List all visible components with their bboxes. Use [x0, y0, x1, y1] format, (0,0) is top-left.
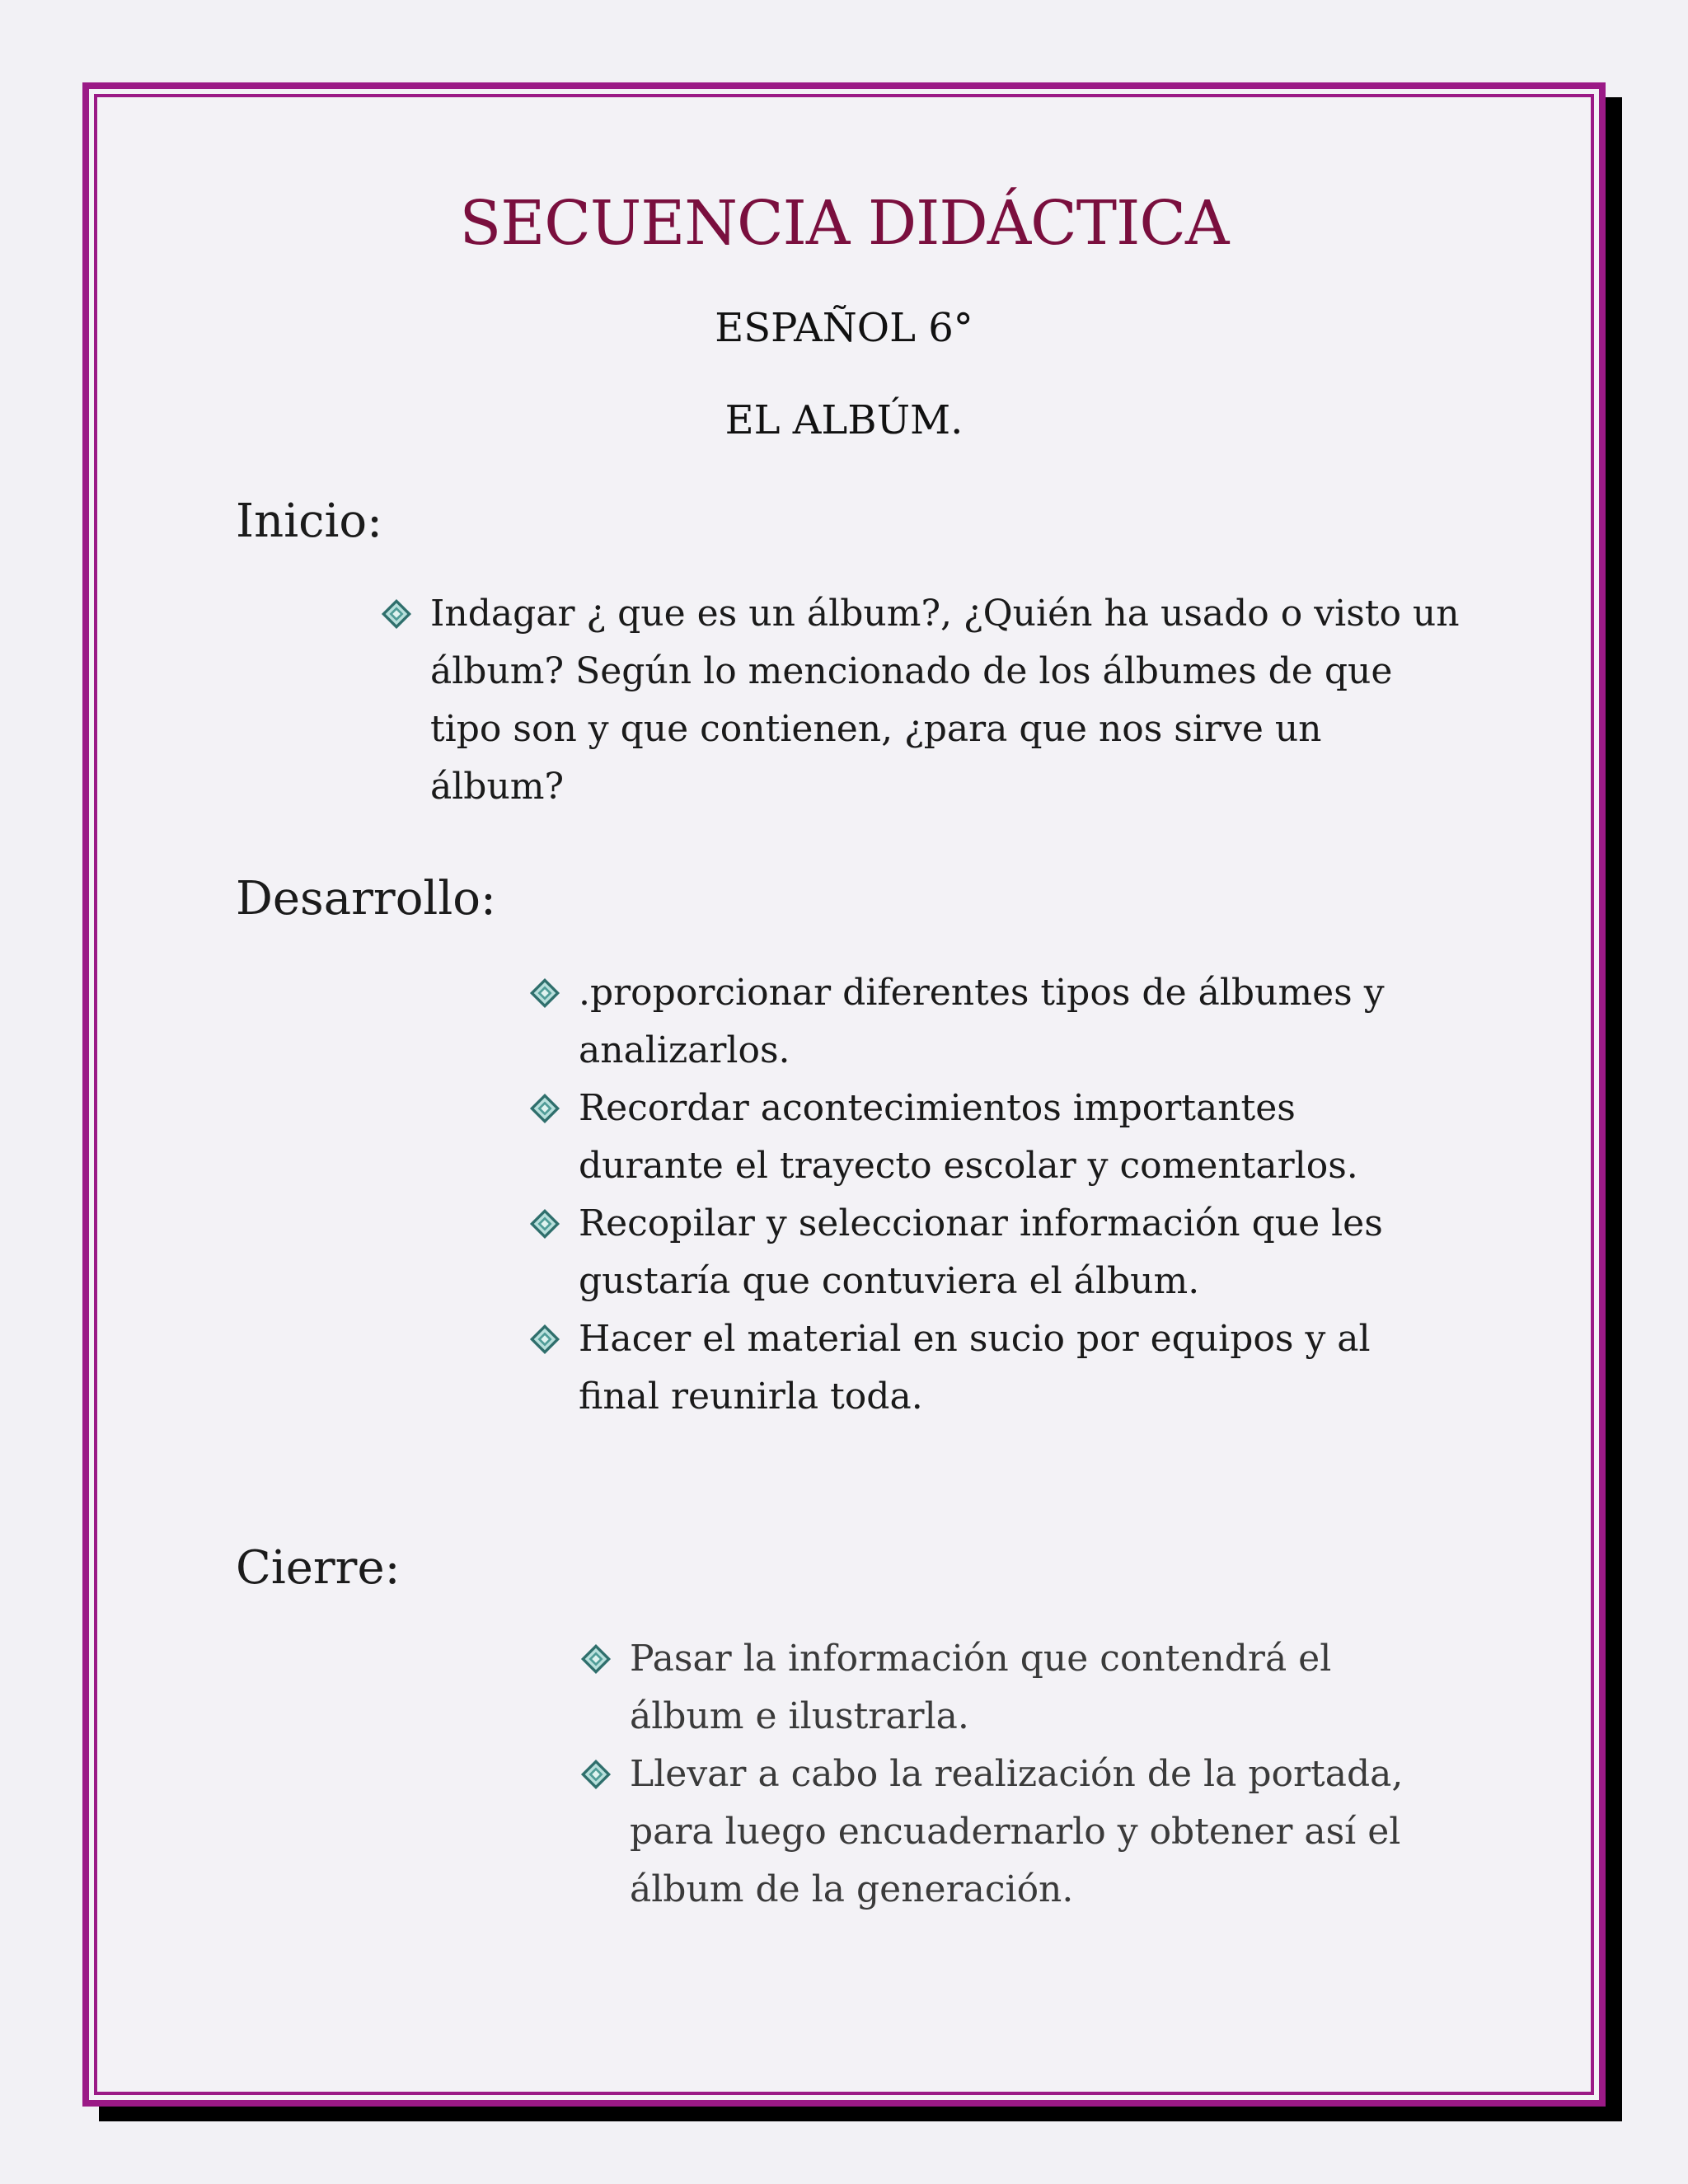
list-item-text: Recopilar y seleccionar información que les gustaría que contuviera el álbum. — [579, 1202, 1383, 1302]
desarrollo-list — [579, 964, 1444, 1426]
diamond-bullet-icon — [580, 1759, 612, 1790]
section-heading-inicio: Inicio: — [236, 494, 382, 548]
list-item-text: Pasar la información que contendrá el álbum e ilustrarla. — [630, 1638, 1332, 1737]
list-item — [579, 1080, 1444, 1195]
diamond-bullet-icon — [529, 1208, 560, 1240]
list-item-text: Indagar ¿ que es un álbum?, ¿Quién ha usado o visto un álbum? Según lo mencionado de los álbumes de que tipo son y que contienen, ¿para que nos sirve un álbum? — [430, 593, 1460, 808]
list-item — [630, 1630, 1454, 1746]
inicio-list — [430, 585, 1461, 816]
list-item-text: Hacer el material en sucio por equipos y al final reunirla toda. — [579, 1318, 1371, 1418]
list-item — [579, 1195, 1444, 1310]
cierre-list — [630, 1630, 1454, 1919]
list-item-text: Recordar acontecimientos importantes durante el trayecto escolar y comentarlos. — [579, 1087, 1358, 1187]
diamond-bullet-icon — [580, 1643, 612, 1675]
list-item-text: Llevar a cabo la realización de la portada, para luego encuadernarlo y obtener así el álbum de la generación. — [630, 1753, 1404, 1910]
diamond-bullet-icon — [529, 977, 560, 1009]
document-topic: EL ALBÚM. — [724, 397, 964, 443]
list-item — [430, 585, 1461, 816]
list-item — [579, 964, 1444, 1080]
list-item — [579, 1310, 1444, 1426]
diamond-bullet-icon — [529, 1093, 560, 1124]
document-subject: ESPAÑOL 6° — [715, 305, 973, 351]
section-heading-desarrollo: Desarrollo: — [236, 872, 496, 926]
document-title: SECUENCIA DIDÁCTICA — [459, 188, 1229, 259]
section-heading-cierre: Cierre: — [236, 1541, 401, 1595]
list-item — [630, 1746, 1454, 1919]
diamond-bullet-icon — [381, 598, 412, 630]
diamond-bullet-icon — [529, 1324, 560, 1355]
list-item-text: .proporcionar diferentes tipos de álbumes y analizarlos. — [579, 972, 1385, 1071]
